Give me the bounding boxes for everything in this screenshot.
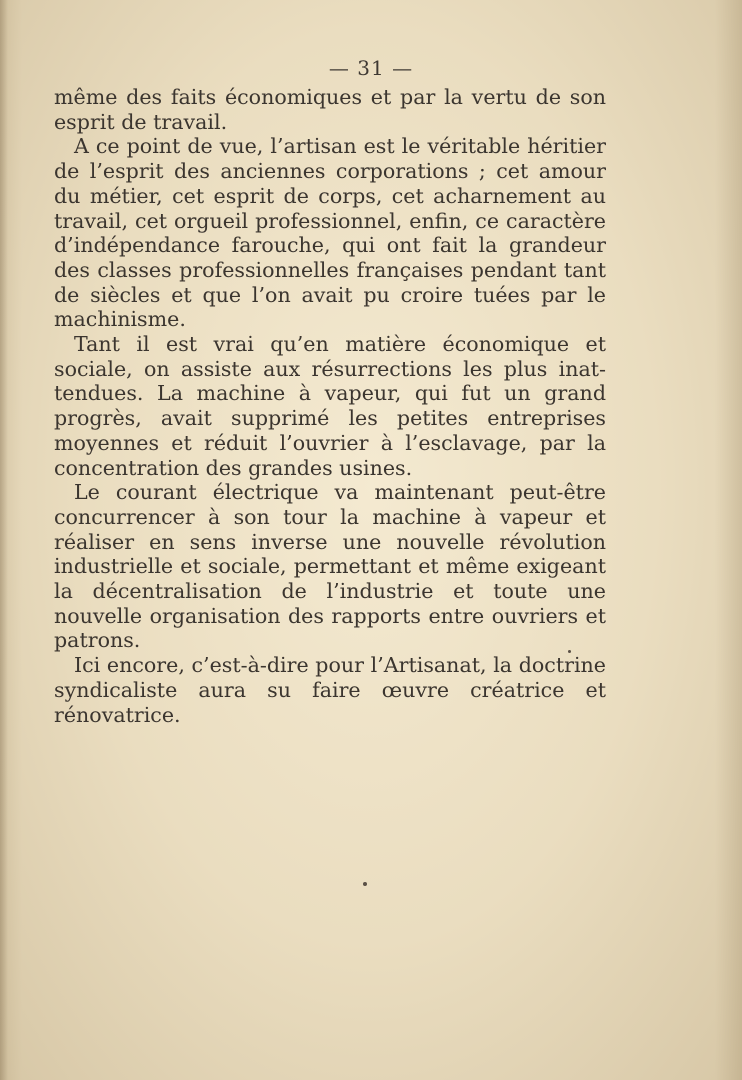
page-body-text: [54, 85, 606, 727]
paragraph-artisan-heir: A ce point de vue, l’artisan est le véritable héritier de l’esprit des anciennes corporations ; cet amour du métier, cet esprit de corps, cet acharnement au travail, cet orgueil professionnel, enfin, ce caractère d’indépendance farouche, qui ont fait la grandeur des classes professionnelles françaises pendant tant de siècles et que l’on avait pu croire tuées par le machinisme.: [54, 134, 606, 332]
paper-speck: [363, 882, 367, 886]
paragraph-syndicalist-doctrine: Ici encore, c’est-à-dire pour l’Artisanat, la doctrine syndicaliste aura su faire œuvre créatrice et rénovatrice.: [54, 653, 606, 727]
paragraph-electric-current: Le courant électrique va maintenant peut-être concurrencer à son tour la machine à vapeur et réaliser en sens inverse une nouvelle révolution industrielle et sociale, permettant et même exigeant la décentralisation de l’industrie et toute une nouvelle organisation des rapports entre ouvriers et patrons.: [54, 480, 606, 653]
page-binding-shadow: [0, 0, 8, 1080]
page-number: — 31 —: [328, 56, 414, 80]
paragraph-continuation: même des faits économiques et par la vertu de son esprit de travail.: [54, 85, 606, 134]
paragraph-resurrections: Tant il est vrai qu’en matière économique et sociale, on assiste aux résurrections les plus inattendues. La machine à vapeur, qui fut un grand progrès, avait supprimé les petites entreprises moyennes et réduit l’ouvrier à l’esclavage, par la concentration des grandes usines.: [54, 332, 606, 480]
paper-speck: [568, 650, 571, 653]
